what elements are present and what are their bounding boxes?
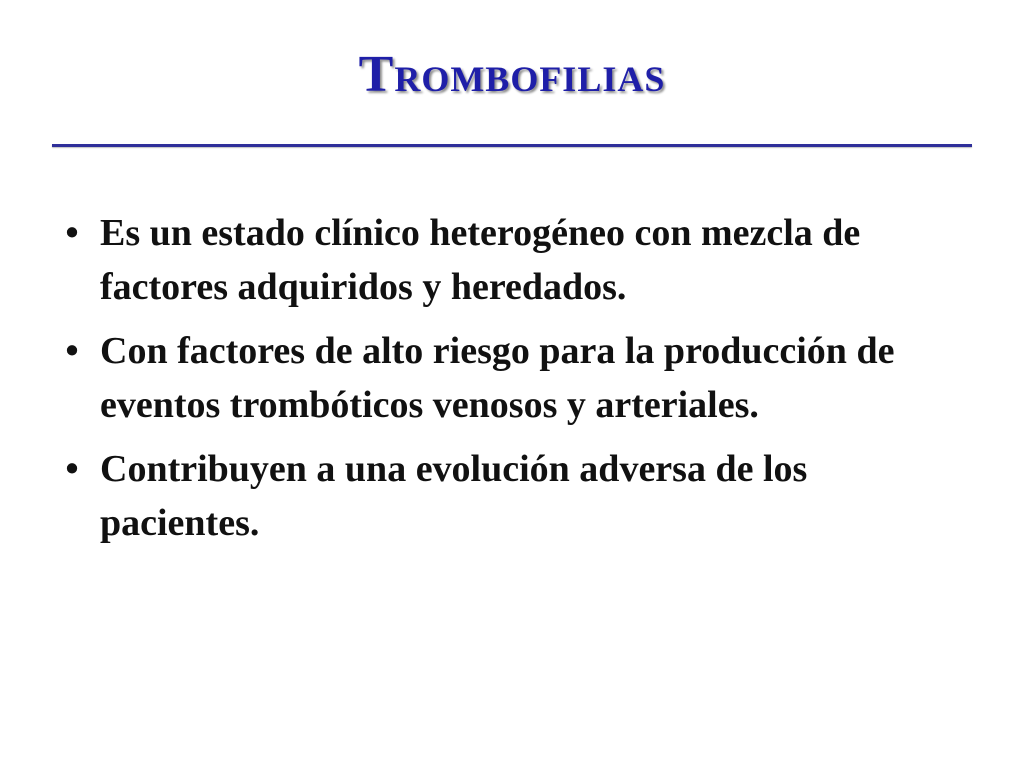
bullet-icon: • <box>65 212 79 254</box>
title-divider <box>52 144 972 147</box>
bullet-item <box>58 442 968 550</box>
bullet-text: Contribuyen a una evolución adversa de los pacientes. <box>100 448 808 544</box>
bullet-item <box>58 324 968 432</box>
bullet-text: Con factores de alto riesgo para la producción de eventos trombóticos venosos y arteriales. <box>100 330 895 426</box>
bullet-text: Es un estado clínico heterogéneo con mezcla de factores adquiridos y heredados. <box>100 212 861 308</box>
bullet-icon: • <box>65 448 79 490</box>
bullet-icon: • <box>65 330 79 372</box>
bullet-item <box>58 206 968 314</box>
slide-title: Trombofilias <box>358 46 666 103</box>
bullet-list <box>58 206 968 560</box>
